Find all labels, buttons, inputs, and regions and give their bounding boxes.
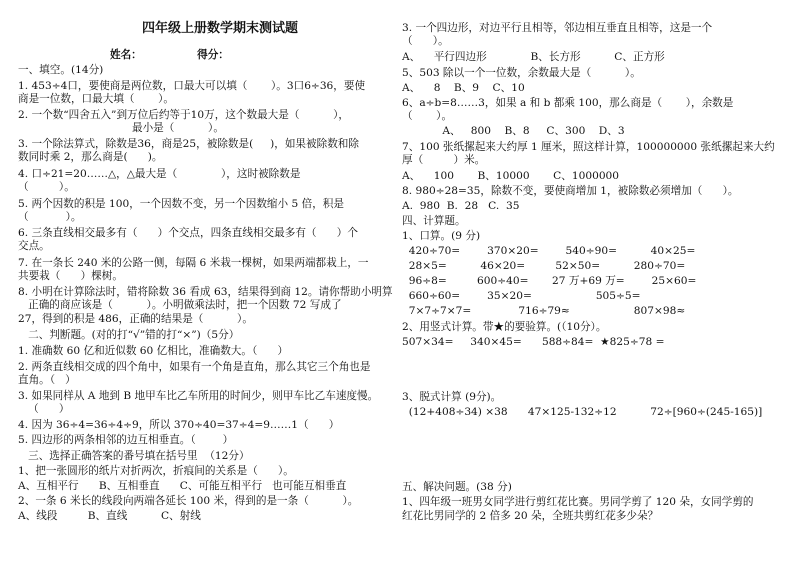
- right-line-1: （ ）。: [402, 35, 449, 47]
- left-line-0: 四年级上册数学期末测试题: [142, 21, 299, 36]
- left-line-21: 1. 准确数 60 亿和近似数 60 亿相比，准确数大。（ ）: [18, 345, 289, 357]
- right-line-23: (12+408÷34) ×38 47×125-132÷12 72÷[960÷(245-165)]: [402, 406, 763, 418]
- left-line-29: 1、把一张圆形的纸片对折两次，折痕间的关系是（ ）。: [18, 465, 294, 477]
- left-line-16: 共要栽（ ）棵树。: [18, 270, 123, 282]
- left-line-8: 数同时乘 2，那么商是( )。: [18, 151, 163, 163]
- left-line-25: （ ）: [18, 403, 70, 415]
- left-line-20: 二、判断题。(对的打“√”错的打“×”)（5分）: [18, 329, 240, 341]
- right-line-17: 96÷8= 600÷40= 27 万+69 万= 25×60=: [402, 275, 697, 287]
- left-line-28: 三、选择正确答案的番号填在括号里 （12分）: [18, 450, 250, 462]
- left-line-14: 交点。: [18, 240, 50, 252]
- right-line-26: 红花比男同学的 2 倍多 20 朵，全班共剪红花多少朵？: [402, 510, 659, 522]
- left-line-10: （ ）。: [18, 181, 75, 193]
- right-line-7: A、 800 B、8 C、300 D、3: [402, 125, 625, 137]
- right-line-16: 28×5= 46×20= 52×50= 280÷70=: [402, 260, 686, 272]
- right-line-9: 厚（ ）米。: [402, 154, 486, 166]
- right-line-21: 507×34= 340×45= 588÷84= ★825÷78 =: [402, 336, 665, 348]
- right-line-12: A. 980 B. 28 C. 35: [402, 200, 520, 212]
- left-line-12: （ ）。: [18, 211, 82, 223]
- left-line-18: 正确的商应该是（ ）。小明做乘法时，把一个因数 72 写成了: [18, 299, 342, 311]
- left-line-13: 6. 三条直线相交最多有（ ）个交点，四条直线相交最多有（ ）个: [18, 227, 358, 239]
- left-line-27: 5. 四边形的两条相邻的边互相垂直。（ ）: [18, 434, 234, 446]
- left-line-30: A、互相平行 B、互相垂直 C、可能互相平行 也可能互相垂直: [18, 480, 347, 492]
- right-line-14: 1、口算。(9 分): [402, 230, 481, 242]
- right-line-8: 7、100 张纸摞起来大约厚 1 厘米，照这样计算，100000000 张纸摞起来大约: [402, 141, 775, 153]
- right-line-18: 660÷60= 35×20= 505÷5=: [402, 290, 641, 302]
- left-line-5: 2. 一个数“四舍五入”到万位后约等于10万，这个数最大是（ ），: [18, 109, 350, 121]
- right-line-19: 7×7÷7×7= 716÷79≈ 807×98≈: [402, 305, 686, 317]
- right-line-11: 8. 980÷28=35，除数不变，要使商增加 1，被除数必须增加（ ）。: [402, 185, 739, 197]
- right-line-25: 1、四年级一班男女同学进行剪红花比赛。男同学剪了 120 朵，女同学剪的: [402, 496, 754, 508]
- left-line-15: 7. 在一条长 240 米的公路一侧，每隔 6 米栽一棵树，如果两端都栽上，一: [18, 257, 369, 269]
- right-line-3: 5、503 除以一个一位数，余数最大是（ ）。: [402, 67, 641, 79]
- left-line-4: 商是一位数，口最大填（ ）。: [18, 93, 174, 105]
- right-line-24: 五、解决问题。(38 分): [402, 481, 512, 493]
- left-line-24: 3. 如果同样从 A 地到 B 地甲车比乙车所用的时间少，则甲车比乙车速度慢。: [18, 390, 379, 402]
- right-line-15: 420÷70= 370×20= 540÷90= 40×25=: [402, 245, 696, 257]
- left-line-11: 5. 两个因数的积是 100，一个因数不变，另一个因数缩小 5 倍，积是: [18, 198, 344, 210]
- right-line-10: A、 100 B、10000 C、1000000: [402, 170, 620, 182]
- left-line-6: 最小是（ ）。: [132, 122, 224, 134]
- left-line-19: 27，得到的积是 486，正确的结果是（ ）。: [18, 313, 253, 325]
- right-line-5: 6、a÷b=8……3，如果 a 和 b 都乘 100，那么商是（ ），余数是: [402, 97, 734, 109]
- left-line-2: 一、填空。(14分): [18, 64, 104, 76]
- right-line-4: A、 8 B、9 C、10: [402, 82, 525, 94]
- left-line-23: 直角。（ ）: [18, 374, 76, 386]
- right-line-6: （ ）。: [402, 110, 453, 122]
- right-line-13: 四、计算题。: [402, 215, 466, 227]
- right-line-22: 3、脱式计算 (9分)。: [402, 391, 502, 403]
- left-line-31: 2、一条 6 米长的线段向两端各延长 100 米，得到的是一条（ ）。: [18, 495, 359, 507]
- left-line-22: 2. 两条直线相交成的四个角中，如果有一个角是直角，那么其它三个角也是: [18, 361, 371, 373]
- left-line-17: 8. 小明在计算除法时，错将除数 36 看成 63，结果得到商 12。请你帮助小明算: [18, 286, 393, 298]
- left-line-3: 1. 453÷4口，要使商是两位数，口最大可以填（ ）。3口6÷36，要使: [18, 80, 366, 92]
- left-line-32: A、线段 B、直线 C、射线: [18, 510, 201, 522]
- left-line-1: 姓名： 得分：: [110, 49, 229, 61]
- right-line-20: 2、用竖式计算。带★的要验算。(（10分）。: [402, 321, 607, 333]
- left-line-9: 4. 口÷21=20……△，△最大是（ ），这时被除数是: [18, 168, 301, 180]
- right-line-0: 3. 一个四边形，对边平行且相等，邻边相互垂直且相等，这是一个: [402, 22, 713, 34]
- left-line-7: 3. 一个除法算式，除数是36，商是25，被除数是( )，如果被除数和除: [18, 138, 359, 150]
- left-line-26: 4. 因为 36÷4=36÷4÷9，所以 370÷40=37÷4=9……1（ ）: [18, 419, 340, 431]
- right-line-2: A、 平行四边形 B、长方形 C、正方形: [402, 51, 665, 63]
